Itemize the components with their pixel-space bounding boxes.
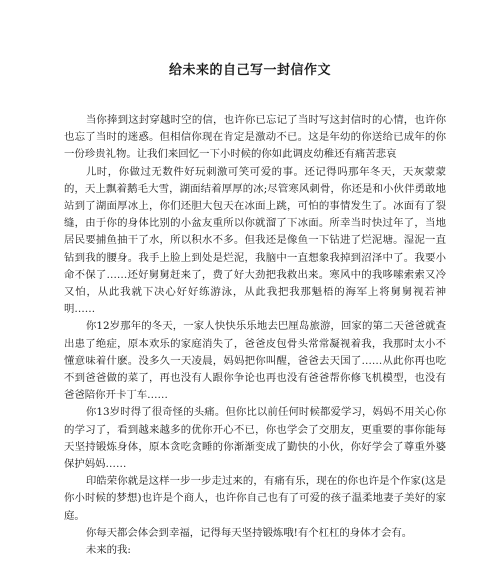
paragraph-5: 印皓荣你就是这样一步一步走过来的，有痛有乐，现在的你也许是个作家(这是你小时候的梦想)也许是个商人，也许你自己也有了可爱的孩子温柔地妻子美好的家庭。 [64, 475, 446, 522]
document-title: 给未来的自己写一封信作文 [168, 63, 331, 78]
paragraph-4: 你13岁时得了很奇怪的头痛。但你比以前任何时候都爱学习，妈妈不用关心你的学习了，看到越来越多的优你开心不已，你也学会了交朋友，更重要的事你能每天坚持锻炼身体，原本贪吃贪睡的你渐渐变成了勤快的小伙，你好学会了尊重外婆保护妈妈…… [64, 406, 446, 471]
document-body [64, 112, 446, 559]
paragraph-6: 你每天都会体会到幸福，记得每天坚持锻炼哦!有个杠杠的身体才会有。 [85, 526, 413, 539]
paragraph-1: 当你捧到这封穿越时空的信，也许你已忘记了当时写这封信时的心情，也许你也忘了当时的迷惑。但相信你现在肯定是激动不已。这是年幼的你送给已成年的你一份珍贵礼物。让我们来回忆一下小时候的你如此调皮幼稚还有痛苦悲哀 [64, 114, 446, 161]
paragraph-7: 未来的我: [85, 544, 131, 557]
paragraph-2: 儿时，你做过无数件好玩刺激可笑可爱的事。还记得吗那年冬天，天灰蒙蒙的，天上飘着鹅毛大雪，湖面结着厚厚的冰;尽管寒风刺骨，你还是和小伙伴勇敢地站到了湖面厚冰上，你们还胆大包天在冰面上跳，可怕的事情发生了。冰面有了裂缝，由于你的身体比别的小盆友重所以你就溜了下冰面。所幸当时快过年了，当地居民要捕鱼抽干了水，所以积水不多。但我还是像鱼一下钻进了烂泥塘。湿泥一直钻到我的腰身。我手上脸上到处是烂泥，我脑中一直想象我掉到沼泽中了。我要小命不保了……还好舅舅赶来了，费了好大劲把我救出来。寒风中的我哆嗦索索又冷又怕，从此我就下决心好好练游泳，从此我把我那魁梧的海军上将舅舅视若神明…… [64, 165, 446, 316]
paragraph-3: 你12岁那年的冬天，一家人快快乐乐地去巴厘岛旅游，回家的第二天爸爸就查出患了绝症，原本欢乐的家庭消失了，爸爸皮包骨头常常凝视着我，我那时太小不懂意味着什麽。没多久一天凌晨，妈妈把你叫醒，爸爸去天国了……从此你再也吃不到爸爸做的菜了，再也没有人跟你争论也再也没有爸爸帮你修飞机模型，也没有爸爸陪你开卡丁车…… [64, 320, 446, 402]
